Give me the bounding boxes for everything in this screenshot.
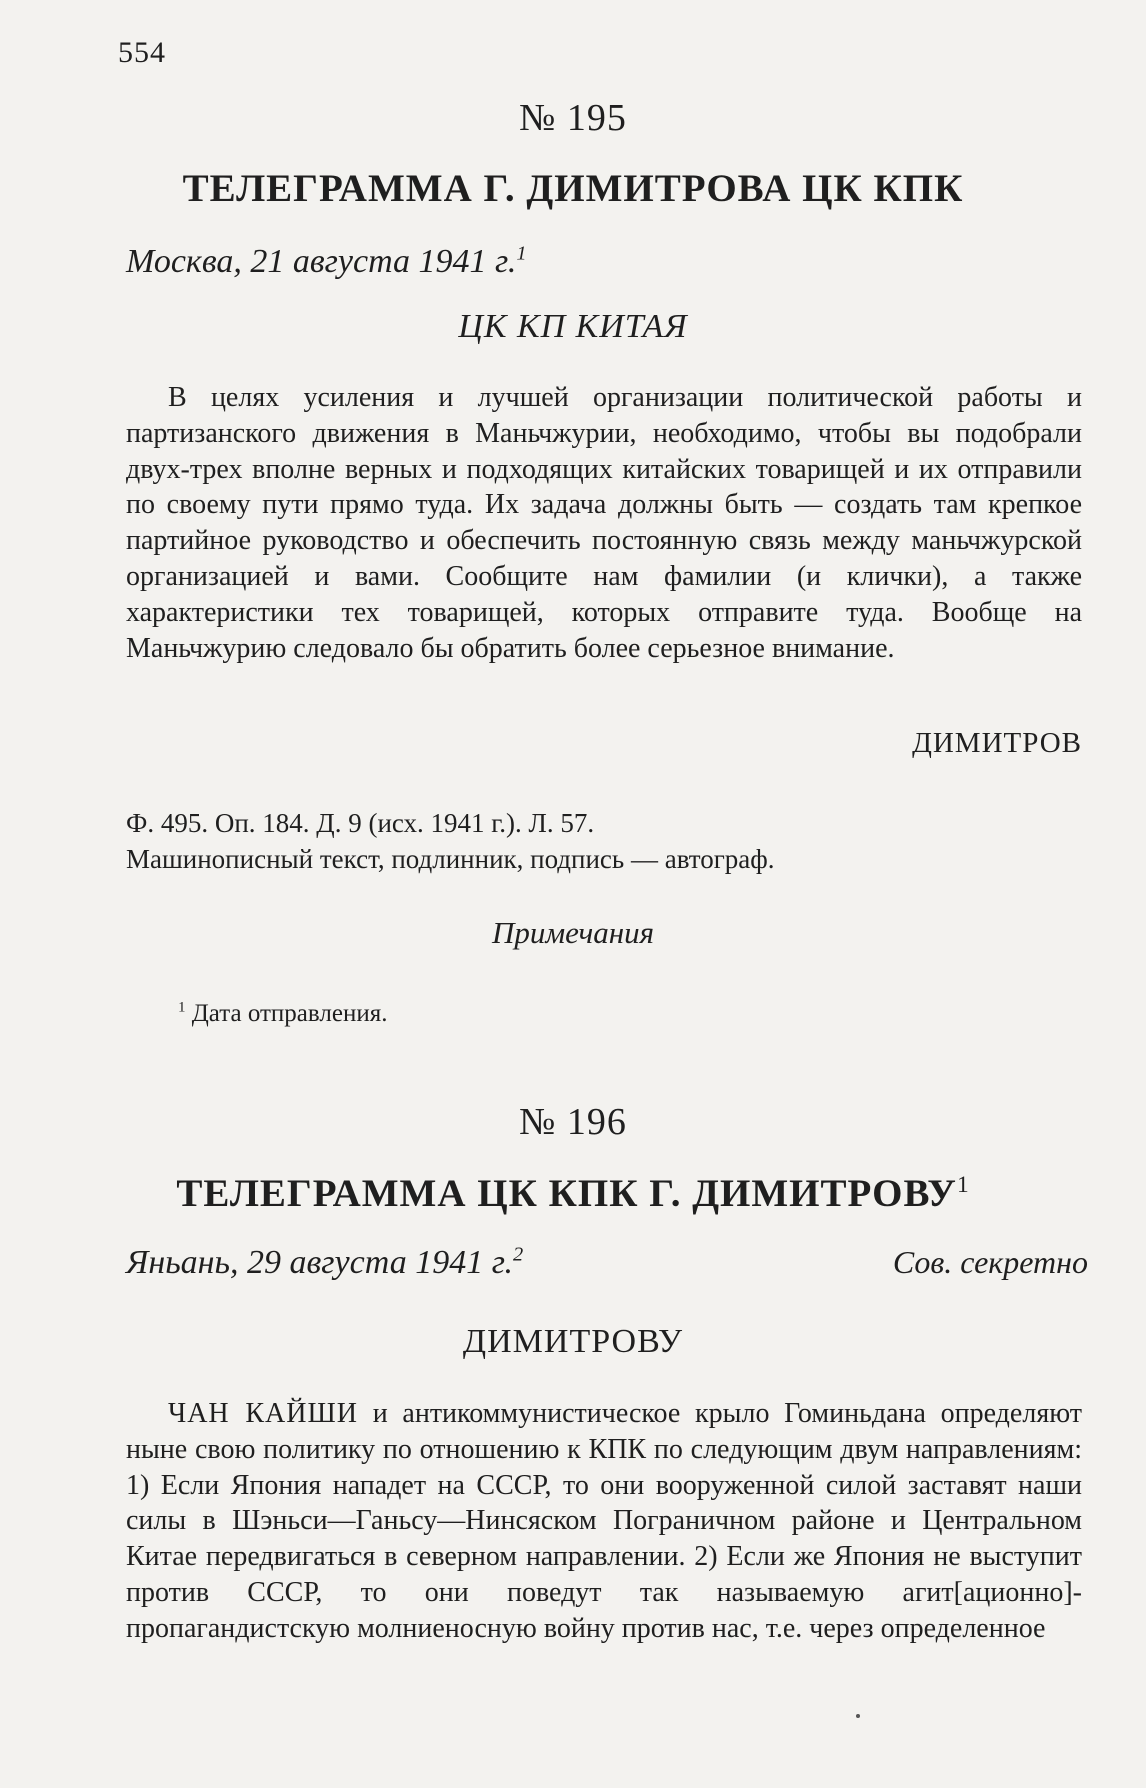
title-footnote-ref: 1 [956, 1172, 970, 1198]
footnote-mark: 1 [178, 999, 186, 1016]
place-date-text: Яньань, 29 августа 1941 г. [126, 1244, 514, 1281]
document-body [126, 1396, 1082, 1647]
footnote-text: Дата отправления. [191, 1000, 388, 1027]
signature: ДИМИТРОВ [912, 727, 1082, 759]
document-number: № 196 [519, 1101, 627, 1143]
place-date [126, 1244, 523, 1282]
document-title [0, 1171, 1146, 1216]
place-date [126, 243, 527, 281]
document-title: ТЕЛЕГРАММА Г. ДИМИТРОВА ЦК КПК [182, 167, 964, 210]
classification: Сов. секретно [892, 1244, 1088, 1280]
body-text: и антикоммунистическое крыло Гоминьдана определяют ныне свою политику по отношению к КПК по следующим двум направлениям: 1) Если Япония нападет на СССР, то они вооруженной силой заставят наши силы в Шэньси—Ганьсу—Нинсяском Пограничном районе и Центральном Китае передвигаться в северном направлении. 2) Если же Япония не выступит против СССР, то они поведут так называемую агит[ационно]-пропагандистскую молниеносную войну против нас, т.е. через определенное [126, 1398, 1082, 1644]
document-title-text: ТЕЛЕГРАММА ЦК КПК Г. ДИМИТРОВУ [176, 1172, 957, 1215]
print-speck [856, 1714, 860, 1718]
addressee: ЦК КП КИТАЯ [458, 308, 688, 345]
addressee: ДИМИТРОВУ [462, 1323, 684, 1360]
footnote [178, 1000, 387, 1028]
notes-heading: Примечания [491, 915, 655, 950]
archive-reference [126, 805, 775, 877]
document-number: № 195 [519, 97, 627, 139]
page-number: 554 [118, 36, 166, 69]
place-date-footnote-ref: 1 [516, 242, 527, 265]
place-date-footnote-ref: 2 [513, 1243, 524, 1266]
document-body: В целях усиления и лучшей организации политической работы и партизанского движения в Маньчжурии, необходимо, чтобы вы подобрали двух-трех вполне верных и подходящих китайских товарищей и их отправили по своему пути прямо туда. Их задача должны быть — создать там крепкое партийное руководство и обеспечить постоянную связь между маньчжурской организацией и вами. Сообщите нам фамилии (и клички), а также характеристики тех товарищей, которых отправите туда. Вообще на Маньчжурию следовало бы обратить более серьезное внимание. [126, 382, 1082, 664]
archive-ref-line: Ф. 495. Оп. 184. Д. 9 (исх. 1941 г.). Л. 57. [126, 808, 595, 838]
archive-desc-line: Машинописный текст, подлинник, подпись — автограф. [126, 844, 775, 874]
body-lead: ЧАН КАЙШИ [168, 1398, 358, 1429]
place-date-text: Москва, 21 августа 1941 г. [126, 243, 517, 280]
